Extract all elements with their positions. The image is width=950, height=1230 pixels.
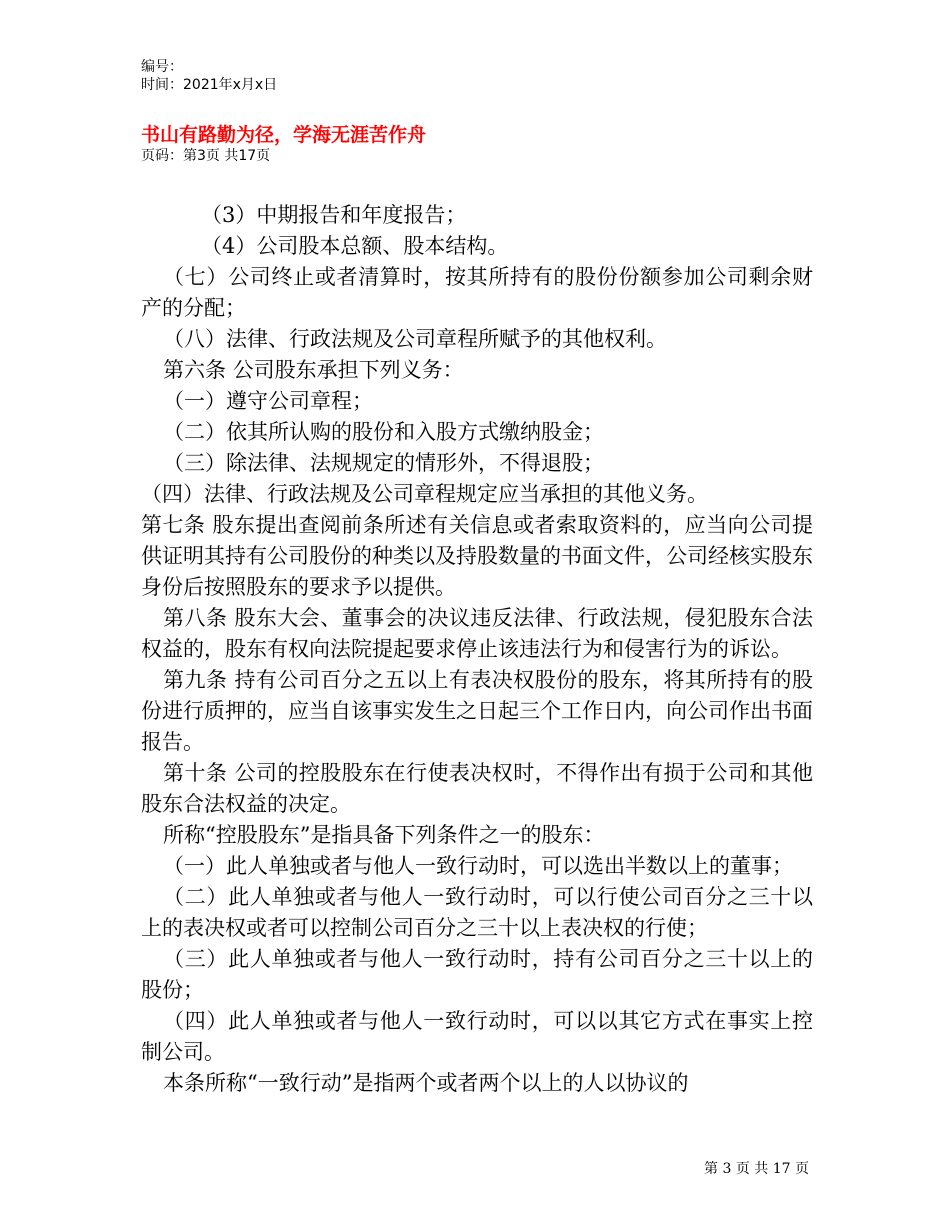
number-label: 编号：	[141, 59, 183, 75]
document-header	[141, 58, 277, 94]
time-label: 时间：2021年x月x日	[141, 77, 278, 93]
body-paragraph: （4）公司股本总额、股本结构。	[201, 234, 509, 258]
body-paragraph: （3）中期报告和年度报告；	[201, 203, 467, 227]
body-paragraph: （四）此人单独或者与他人一致行动时，可以以其它方式在事实上控制公司。	[141, 1009, 813, 1064]
body-paragraph: 第九条 持有公司百分之五以上有表决权股份的股东，将其所持有的股份进行质押的，应当自该事实发生之日起三个工作日内，向公司作出书面报告。	[141, 668, 813, 754]
body-paragraph: 第六条 公司股东承担下列义务：	[163, 358, 464, 382]
body-paragraph: （一）此人单独或者与他人一致行动时，可以选出半数以上的董事；	[163, 854, 793, 878]
body-paragraph: 第七条 股东提出查阅前条所述有关信息或者索取资料的，应当向公司提供证明其持有公司股份的种类以及持股数量的书面文件，公司经核实股东身份后按照股东的要求予以提供。	[141, 513, 813, 599]
body-paragraph: （八）法律、行政法规及公司章程所赋予的其他权利。	[163, 327, 667, 351]
body-paragraph: 第八条 股东大会、董事会的决议违反法律、行政法规，侵犯股东合法权益的，股东有权向法院提起要求停止该违法行为和侵害行为的诉讼。	[141, 606, 813, 661]
motto-heading: 书山有路勤为径，学海无涯苦作舟	[141, 124, 427, 146]
document-body	[141, 200, 813, 1099]
body-paragraph: 所称“控股股东”是指具备下列条件之一的股东：	[163, 823, 605, 847]
body-paragraph: （二）此人单独或者与他人一致行动时，可以行使公司百分之三十以上的表决权或者可以控制公司百分之三十以上表决权的行使；	[141, 885, 813, 940]
body-paragraph: 第十条 公司的控股股东在行使表决权时，不得作出有损于公司和其他股东合法权益的决定。	[141, 761, 813, 816]
page-footer: 第 3 页 共 17 页	[704, 1161, 809, 1177]
body-paragraph: （二）依其所认购的股份和入股方式缴纳股金；	[163, 420, 604, 444]
body-paragraph: （四）法律、行政法规及公司章程规定应当承担的其他义务。	[141, 482, 708, 506]
body-paragraph: （七）公司终止或者清算时，按其所持有的股份份额参加公司剩余财产的分配；	[141, 265, 813, 320]
body-paragraph: （一）遵守公司章程；	[163, 389, 373, 413]
body-paragraph: 本条所称“一致行动”是指两个或者两个以上的人以协议的	[163, 1071, 689, 1095]
page-code: 页码：第3页 共17页	[141, 148, 271, 164]
body-paragraph: （三）除法律、法规规定的情形外，不得退股；	[163, 451, 604, 475]
body-paragraph: （三）此人单独或者与他人一致行动时，持有公司百分之三十以上的股份；	[141, 947, 813, 1002]
